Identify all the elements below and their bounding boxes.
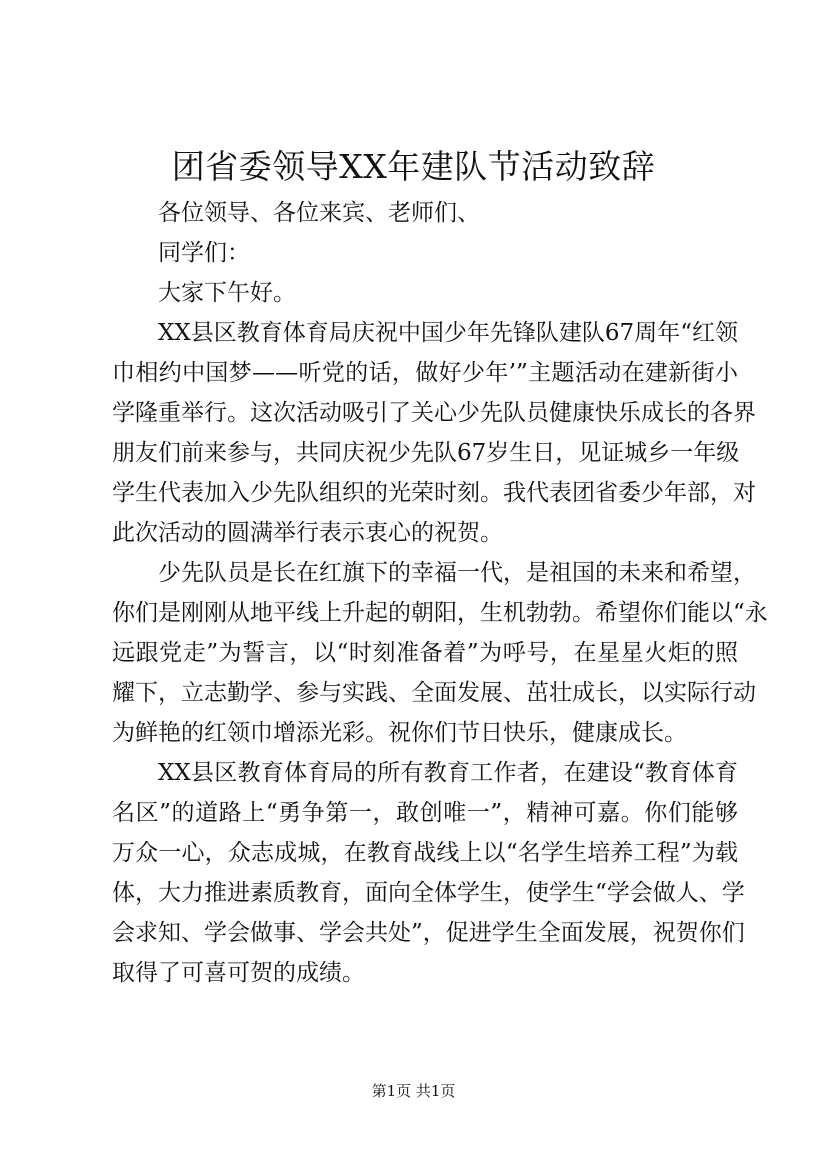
paragraph-line: XX县区教育体育局庆祝中国少年先锋队建队67周年“红领 (158, 320, 738, 346)
paragraph-line: 会求知、学会做事、学会共处”，促进学生全面发展，祝贺你们 (112, 920, 745, 946)
paragraph-line: 朋友们前来参与，共同庆祝少先队67岁生日，见证城乡一年级 (112, 440, 740, 466)
paragraph-3 (112, 753, 745, 993)
paragraph-line: 少先队员是长在红旗下的幸福一代，是祖国的未来和希望， (158, 560, 756, 586)
greeting-line: 大家下午好。 (158, 280, 296, 306)
paragraph-1 (112, 313, 756, 553)
paragraph-2 (112, 553, 768, 753)
paragraph-line: XX县区教育体育局的所有教育工作者，在建设“教育体育 (158, 760, 738, 786)
paragraph-line: 学生代表加入少先队组织的光荣时刻。我代表团省委少年部，对 (112, 480, 756, 506)
paragraph-line: 巾相约中国梦——听党的话，做好少年’”主题活动在建新街小 (112, 360, 738, 386)
paragraph-line: 万众一心，众志成城，在教育战线上以“名学生培养工程”为载 (112, 840, 738, 866)
greeting-line: 同学们： (158, 240, 250, 266)
page-number-footer: 第1页 共1页 (371, 1082, 456, 1100)
paragraph-line: 名区”的道路上“勇争第一，敢创唯一”，精神可嘉。你们能够 (112, 800, 738, 826)
greeting-line: 各位领导、各位来宾、老师们、 (158, 200, 480, 226)
paragraph-line: 远跟党走”为誓言，以“时刻准备着”为呼号，在星星火炬的照 (112, 640, 738, 666)
paragraph-line: 学隆重举行。这次活动吸引了关心少先队员健康快乐成长的各界 (112, 400, 756, 426)
paragraph-line: 此次活动的圆满举行表示衷心的祝贺。 (112, 520, 503, 546)
paragraph-line: 你们是刚刚从地平线上升起的朝阳，生机勃勃。希望你们能以“永 (112, 600, 768, 626)
paragraph-line: 取得了可喜可贺的成绩。 (112, 960, 365, 986)
document-title: 团省委领导XX年建队节活动致辞 (171, 147, 656, 186)
paragraph-line: 为鲜艳的红领巾增添光彩。祝你们节日快乐，健康成长。 (112, 720, 687, 746)
document-body (112, 193, 768, 993)
paragraph-line: 体，大力推进素质教育，面向全体学生，使学生“学会做人、学 (112, 880, 745, 906)
paragraph-line: 耀下，立志勤学、参与实践、全面发展、茁壮成长，以实际行动 (112, 680, 756, 706)
